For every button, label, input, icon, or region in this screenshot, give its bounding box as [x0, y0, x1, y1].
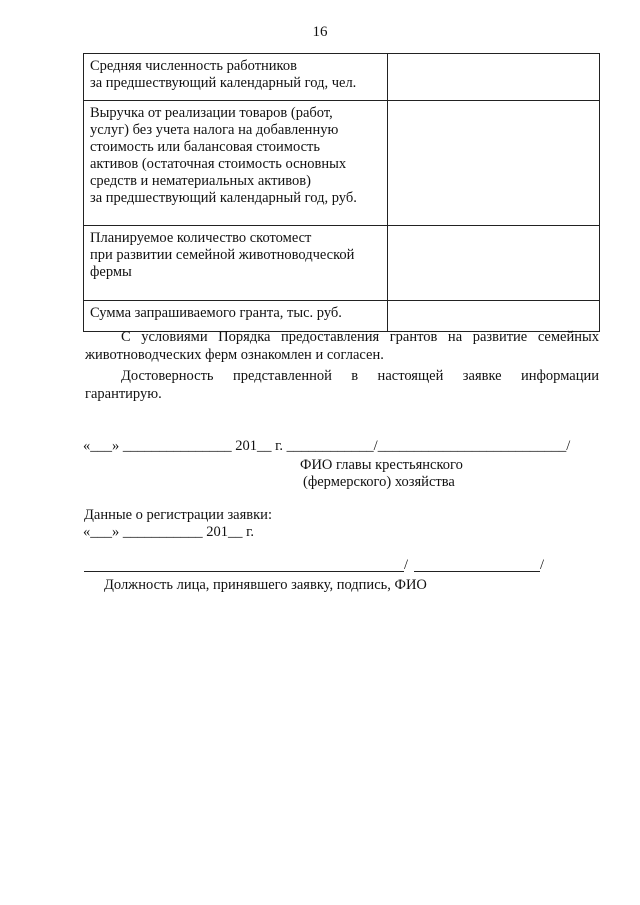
registration-date-line: «___» ___________ 201__ г. — [83, 524, 255, 540]
label-line: при развитии семейной животноводческой — [90, 247, 355, 263]
table-cell-label — [84, 54, 388, 101]
table-cell-label — [84, 226, 388, 301]
label-line: услуг) без учета налога на добавленную — [90, 122, 339, 138]
slash-separator: / — [404, 557, 409, 573]
table-cell-value[interactable] — [387, 101, 599, 226]
registration-caption: Должность лица, принявшего заявку, подпись, ФИО — [104, 577, 427, 593]
label-line: Сумма запрашиваемого гранта, тыс. руб. — [90, 305, 342, 321]
conditions-paragraph — [85, 328, 599, 364]
fio-rule — [414, 571, 540, 572]
registration-title: Данные о регистрации заявки: — [84, 507, 272, 523]
label-line: Средняя численность работников — [90, 58, 297, 74]
table-cell-value[interactable] — [387, 226, 599, 301]
table-row — [84, 226, 600, 301]
table-row — [84, 101, 600, 226]
label-line: активов (остаточная стоимость основных — [90, 156, 347, 172]
signature-date-line: «___» _______________ 201__ г. ____________/__________________________/ — [83, 438, 571, 454]
label-line: за предшествующий календарный год, чел. — [90, 75, 357, 91]
signature-caption: ФИО главы крестьянского — [300, 457, 463, 473]
table-cell-label — [84, 301, 388, 332]
paragraph-line: Достоверность представленной в настоящей заявке информации — [121, 368, 599, 384]
table-cell-value[interactable] — [387, 54, 599, 101]
paragraph-line: С условиями Порядка предоставления грантов на развитие семейных — [121, 329, 599, 345]
label-line: за предшествующий календарный год, руб. — [90, 190, 357, 206]
label-line: Выручка от реализации товаров (работ, — [90, 105, 333, 121]
grant-info-table — [83, 53, 600, 332]
label-line: средств и нематериальных активов) — [90, 173, 311, 189]
table-row — [84, 301, 600, 332]
position-signature-rule — [84, 571, 404, 572]
paragraph-line: гарантирую. — [85, 386, 162, 402]
label-line: стоимость или балансовая стоимость — [90, 139, 320, 155]
table-cell-value[interactable] — [387, 301, 599, 332]
table-cell-label — [84, 101, 388, 226]
label-line: Планируемое количество скотомест — [90, 230, 312, 246]
reliability-paragraph — [85, 367, 599, 403]
page-number: 16 — [312, 24, 328, 40]
table-row — [84, 54, 600, 101]
slash-separator: / — [540, 557, 545, 573]
signature-caption: (фермерского) хозяйства — [303, 474, 455, 490]
label-line: фермы — [90, 264, 132, 280]
paragraph-line: животноводческих ферм ознакомлен и согласен. — [85, 347, 384, 363]
